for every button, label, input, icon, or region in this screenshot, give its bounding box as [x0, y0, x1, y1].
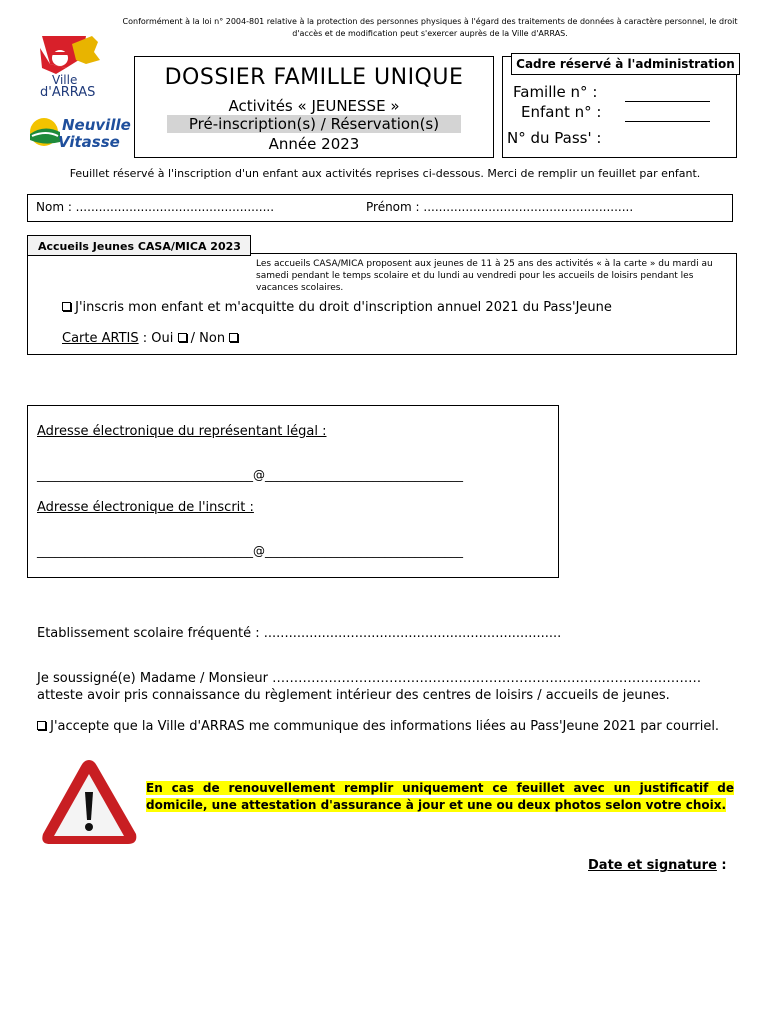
warning-line2: domicile, une attestation d'assurance à jour et une ou deux photos selon votre choix.: [146, 798, 727, 812]
email-at: @: [253, 468, 265, 482]
inscription-option[interactable]: [62, 300, 612, 315]
email-line-left: ____________________________________: [37, 544, 253, 558]
pass-number-label: N° du Pass' :: [507, 129, 602, 147]
warning-icon: [38, 756, 140, 848]
title-activities: Activités « JEUNESSE »: [228, 97, 400, 115]
email-box: [27, 405, 559, 578]
consent-option[interactable]: [37, 719, 719, 734]
neuville-vitasse-logo: [28, 114, 136, 154]
signature-label[interactable]: [588, 858, 727, 873]
warning-line1: En cas de renouvellement remplir uniquement ce feuillet avec un justificatif de: [146, 781, 734, 795]
email-line-left: ____________________________________: [37, 468, 253, 482]
inscrit-email-field[interactable]: [37, 544, 463, 558]
ville-arras-logo: [36, 34, 116, 106]
enfant-number-field[interactable]: [625, 121, 710, 122]
admin-box: [502, 56, 737, 158]
artis-non-label: / Non: [186, 331, 230, 346]
artis-oui-label: : Oui: [138, 331, 178, 346]
artis-option: [62, 331, 238, 346]
accueils-tab-title: Accueils Jeunes CASA/MICA 2023: [27, 235, 251, 256]
neuville-logo-line1: Neuville: [62, 116, 131, 134]
legal-rep-email-label: Adresse électronique du représentant légal :: [37, 424, 327, 439]
arras-logo-line2: d'ARRAS: [40, 85, 96, 100]
intro-text: Feuillet réservé à l'inscription d'un enfant aux activités reprises ci-dessous. Merci de remplir un feuillet par enfant.: [69, 167, 701, 180]
title-preinscription: Pré-inscription(s) / Réservation(s): [167, 115, 461, 133]
school-field[interactable]: Etablissement scolaire fréquenté : ........................................................................: [37, 626, 562, 641]
email-line-right: _________________________________: [265, 544, 463, 558]
consent-text: J'accepte que la Ville d'ARRAS me communique des informations liées au Pass'Jeune 2021 par courriel.: [50, 719, 720, 734]
renewal-warning: [146, 780, 734, 814]
inscrit-email-label: Adresse électronique de l'inscrit :: [37, 500, 254, 515]
inscription-text: J'inscris mon enfant et m'acquitte du droit d'inscription annuel 2021 du Pass'Jeune: [75, 300, 612, 315]
enfant-number-label: Enfant n° :: [521, 103, 602, 121]
neuville-logo-line2: Vitasse: [58, 133, 120, 151]
arras-logo-line1: Ville: [52, 73, 78, 87]
artis-oui-checkbox[interactable]: [178, 333, 187, 342]
signature-colon: :: [716, 858, 727, 873]
identity-box: [27, 194, 733, 222]
legal-notice: Conformément à la loi n° 2004-801 relative à la protection des personnes physiques à l'égard des traitements de données à caractère personnel, le droit d'accès et de modification peut s'exercer auprès de la Ville d'ARRAS.: [122, 17, 738, 38]
artis-non-checkbox[interactable]: [229, 333, 238, 342]
title-box: [134, 56, 494, 158]
legal-rep-email-field[interactable]: [37, 468, 463, 482]
email-line-right: _________________________________: [265, 468, 463, 482]
admin-header: Cadre réservé à l'administration: [511, 53, 740, 75]
declaration-name-field[interactable]: Je soussigné(e) Madame / Monsieur ………………………………………………………………………………………: [37, 671, 702, 686]
consent-checkbox[interactable]: [37, 721, 46, 730]
prenom-field[interactable]: Prénom : .......................................................: [366, 200, 634, 214]
signature-text: Date et signature: [588, 858, 717, 873]
title-year: Année 2023: [268, 135, 360, 153]
famille-number-label: Famille n° :: [513, 83, 598, 101]
declaration-statement: atteste avoir pris connaissance du règlement intérieur des centres de loisirs / accueils de jeunes.: [37, 688, 670, 703]
email-at: @: [253, 544, 265, 558]
accueils-description: Les accueils CASA/MICA proposent aux jeunes de 11 à 25 ans des activités « à la carte » du mardi au samedi pendant le temps scolaire et du lundi au vendredi pour les accueils de loisirs pendant les vacances scolaires.: [256, 259, 713, 293]
page-title: DOSSIER FAMILLE UNIQUE: [164, 65, 464, 90]
nom-field[interactable]: Nom : ....................................................: [36, 200, 275, 214]
artis-label: Carte ARTIS: [62, 331, 139, 346]
famille-number-field[interactable]: [625, 101, 710, 102]
inscription-checkbox[interactable]: [62, 302, 71, 311]
